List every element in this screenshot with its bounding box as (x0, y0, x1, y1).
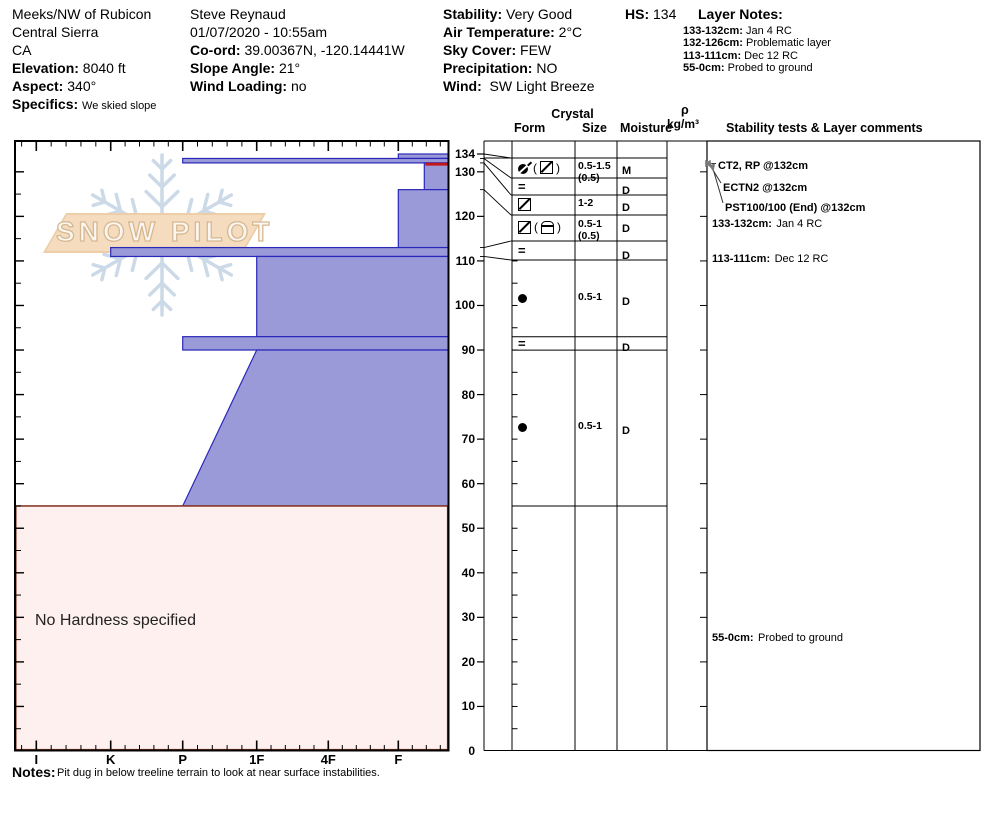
layer-bar (257, 256, 449, 336)
grain-form-dot-slash-icon (518, 162, 530, 174)
layer-bar-wedge (183, 350, 449, 506)
pit-state: CA (12, 42, 32, 58)
sky-cover-line: Sky Cover: FEW (443, 42, 552, 58)
row-connector-line (484, 241, 511, 248)
density-header: ρ (681, 103, 689, 117)
hardness-tick-label: 4F (320, 752, 336, 767)
pit-region: Central Sierra (12, 24, 99, 40)
grain-form-square-hbar-icon (541, 221, 554, 234)
depth-tick-label: 10 (461, 699, 475, 714)
depth-tick-label: 70 (461, 432, 475, 447)
depth-tick-label: 60 (461, 476, 475, 491)
grain-form-cell (518, 198, 531, 212)
grain-form-dot-icon (518, 294, 527, 303)
grain-form-cell (518, 180, 526, 194)
layer-note: 133-132cm: Jan 4 RC (683, 25, 792, 37)
row-connector-line (484, 256, 511, 260)
size-header: Size (582, 121, 608, 135)
depth-tick-label: 40 (461, 565, 475, 580)
hs-line: HS: 134 (625, 6, 677, 22)
depth-tick-label: 130 (454, 164, 475, 179)
air-temp-line: Air Temperature: 2°C (443, 24, 583, 40)
grain-size-cell: 0.5-1.5 (0.5) (578, 160, 611, 184)
depth-tick-label: 30 (461, 610, 475, 625)
form-header: Form (514, 121, 546, 135)
hardness-tick-label: F (394, 752, 403, 767)
grain-size-cell: 0.5-1 (578, 420, 602, 432)
grain-form-cell: ( ) (518, 161, 560, 175)
density-unit: kg/m³ (667, 117, 700, 131)
pit-datetime: 01/07/2020 - 10:55am (190, 24, 327, 40)
comments-panel-box (707, 141, 980, 751)
layer-note: 113-111cm: Dec 12 RC (683, 49, 798, 62)
grain-size-cell: 0.5-1 (578, 291, 602, 303)
grain-form-square-slash-icon (518, 221, 531, 234)
grain-form-square-slash-icon (540, 161, 553, 174)
grain-form-cell: ( ) (518, 220, 561, 234)
depth-tick-label: 50 (461, 521, 475, 536)
hardness-tick-label: 1F (249, 752, 265, 767)
layer-comment: 133-132cm: Jan 4 RC (712, 218, 823, 230)
stability-test-result: ECTN2 @132cm (723, 182, 808, 194)
grain-moisture-cell: D (622, 296, 630, 308)
comments-header: Stability tests & Layer comments (726, 121, 923, 135)
depth-tick-label: 0 (468, 744, 475, 758)
pit-location: Meeks/NW of Rubicon (12, 6, 152, 22)
precipitation-line: Precipitation: NO (443, 60, 558, 76)
grain-moisture-cell: D (622, 202, 630, 214)
depth-tick-label: 20 (461, 654, 475, 669)
grain-moisture-cell: D (622, 184, 630, 197)
grain-form-square-slash-icon (518, 198, 531, 211)
layer-note: 132-126cm: Problematic layer (683, 37, 831, 50)
layer-bar (111, 248, 449, 257)
hardness-tick-label: I (34, 752, 39, 767)
grain-form-equals-icon: = (518, 178, 526, 194)
layer-bar (183, 337, 449, 350)
elevation-line: Elevation: 8040 ft (12, 60, 126, 76)
stability-test-result: CT2, RP @132cm (718, 160, 809, 172)
layer-bar (183, 158, 449, 162)
depth-tick-label: 100 (454, 298, 475, 313)
specifics-line: Specifics: We skied slope (12, 96, 157, 112)
layer-bar (398, 190, 448, 248)
row-connector-line (484, 154, 511, 158)
grain-form-cell (518, 244, 526, 258)
depth-tick-label: 134 (454, 147, 475, 161)
grain-form-cell (518, 420, 527, 434)
stability-test-result: PST100/100 (End) @132cm (725, 202, 866, 214)
watermark-text: SNOW PILOT (56, 216, 274, 247)
coord-line: Co-ord: 39.00367N, -120.14441W (190, 42, 405, 58)
depth-tick-label: 90 (461, 343, 475, 358)
grain-moisture-cell: D (622, 223, 630, 235)
hardness-tick-label: K (105, 752, 116, 767)
notes-text: Pit dug in below treeline terrain to look at near surface instabilities. (57, 767, 380, 779)
depth-tick-label: 110 (455, 253, 475, 268)
notes-label: Notes: (12, 764, 56, 780)
depth-tick-label: 120 (454, 209, 475, 224)
grain-form-dot-icon (518, 423, 527, 432)
moisture-header: Moisture (620, 121, 673, 135)
grain-form-cell (518, 292, 527, 306)
layer-bar (398, 154, 448, 158)
grain-form-equals-icon: = (518, 242, 526, 258)
grain-form-equals-icon: = (518, 335, 526, 351)
observer-name: Steve Reynaud (190, 6, 286, 22)
layer-notes-title: Layer Notes: (698, 6, 783, 22)
grain-form-cell (518, 337, 526, 351)
grain-moisture-cell: D (622, 342, 630, 354)
wind-loading-line: Wind Loading: no (190, 78, 307, 94)
aspect-line: Aspect: 340° (12, 78, 97, 94)
snow-height-value: 134 (653, 6, 677, 22)
stability-line: Stability: Very Good (443, 6, 573, 22)
depth-tick-label: 80 (461, 387, 475, 402)
wind-line: Wind: SW Light Breeze (443, 78, 595, 94)
layer-comment: 113-111cm: Dec 12 RC (712, 253, 829, 265)
grain-size-cell: 0.5-1 (0.5) (578, 218, 602, 242)
no-hardness-label: No Hardness specified (35, 612, 196, 629)
grain-size-cell: 1-2 (578, 197, 594, 209)
grain-moisture-cell: M (622, 165, 632, 177)
layer-note: 55-0cm: Probed to ground (683, 62, 813, 75)
layer-comment: 55-0cm: Probed to ground (712, 632, 844, 644)
grain-moisture-cell: D (622, 425, 630, 437)
slope-angle-line: Slope Angle: 21° (190, 60, 301, 76)
crystal-header: Crystal (551, 107, 594, 121)
hardness-tick-label: P (178, 752, 188, 767)
grain-moisture-cell: D (622, 250, 630, 262)
test-arrow (714, 171, 724, 204)
row-connector-line (484, 190, 511, 215)
